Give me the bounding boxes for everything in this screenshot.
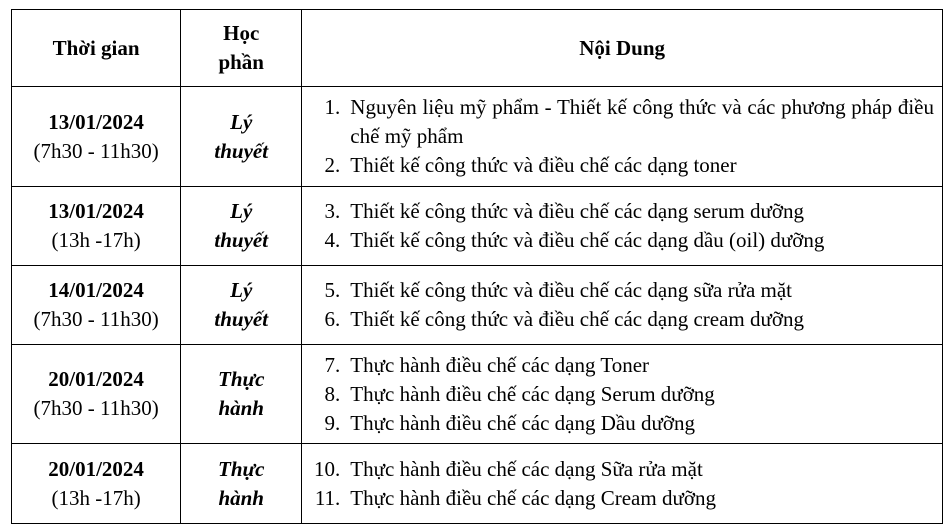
module-cell: [181, 87, 302, 187]
module-cell: [181, 266, 302, 345]
item-number: 7.: [324, 352, 341, 377]
item-text: Thực hành điều chế các dạng Toner: [350, 352, 650, 377]
session-time: (13h -17h): [51, 228, 141, 252]
item-text: Nguyên liệu mỹ phẩm - Thiết kế công thức và các phương pháp điều chế mỹ phẩm: [350, 95, 934, 148]
session-time: (13h -17h): [51, 485, 141, 510]
list-item: [302, 151, 934, 180]
list-item: [302, 305, 934, 334]
list-item: [302, 276, 934, 305]
session-date: 20/01/2024: [48, 456, 144, 481]
table-row: [12, 187, 943, 266]
session-time: (7h30 - 11h30): [33, 307, 159, 331]
table-row: [12, 345, 943, 444]
module-cell: [181, 345, 302, 444]
session-date: 14/01/2024: [48, 278, 144, 302]
content-cell: [302, 444, 943, 524]
item-text: Thực hành điều chế các dạng Serum dưỡng: [350, 381, 715, 406]
list-item: [302, 484, 934, 513]
item-number: 2.: [324, 153, 341, 177]
item-number: 1.: [324, 95, 341, 119]
table-row: [12, 444, 943, 524]
item-text: Thực hành điều chế các dạng Sữa rửa mặt: [350, 456, 703, 481]
list-item: [302, 226, 934, 255]
item-number: 5.: [324, 278, 341, 302]
session-time: (7h30 - 11h30): [33, 138, 159, 163]
module-line1: Thực: [218, 456, 265, 481]
header-module: [181, 10, 302, 87]
item-number: 4.: [324, 228, 341, 252]
item-text: Thiết kế công thức và điều chế các dạng cream dưỡng: [350, 307, 804, 331]
module-line2: hành: [218, 485, 264, 510]
content-cell: [302, 266, 943, 345]
item-number: 6.: [324, 307, 341, 331]
header-module-line1: Học: [223, 21, 260, 45]
module-cell: [181, 187, 302, 266]
item-number: 11.: [314, 485, 341, 510]
module-line1: Lý: [230, 278, 253, 302]
module-line2: hành: [218, 396, 264, 420]
table-row: [12, 87, 943, 187]
item-text: Thiết kế công thức và điều chế các dạng sữa rửa mặt: [350, 278, 793, 302]
item-text: Thiết kế công thức và điều chế các dạng serum dưỡng: [350, 199, 805, 223]
list-item: [302, 455, 934, 484]
content-cell: [302, 345, 943, 444]
list-item: [302, 380, 934, 409]
date-cell: [12, 345, 181, 444]
session-date: 13/01/2024: [48, 109, 144, 134]
module-line2: thuyết: [214, 307, 269, 331]
module-cell: [181, 444, 302, 524]
schedule-table: [11, 9, 943, 524]
module-line1: Lý: [230, 109, 253, 134]
table-row: [12, 266, 943, 345]
list-item: [302, 93, 934, 151]
module-line1: Thực: [218, 367, 265, 391]
item-text: Thiết kế công thức và điều chế các dạng dầu (oil) dưỡng: [350, 228, 825, 252]
date-cell: [12, 444, 181, 524]
item-text: Thiết kế công thức và điều chế các dạng toner: [350, 153, 737, 177]
item-text: Thực hành điều chế các dạng Dầu dưỡng: [350, 410, 695, 435]
session-date: 20/01/2024: [48, 367, 144, 391]
list-item: [302, 197, 934, 226]
content-cell: [302, 187, 943, 266]
item-number: 9.: [324, 410, 341, 435]
item-number: 3.: [324, 199, 341, 223]
session-date: 13/01/2024: [48, 199, 144, 223]
session-time: (7h30 - 11h30): [33, 396, 159, 420]
module-line2: thuyết: [214, 138, 269, 163]
header-time: Thời gian: [12, 10, 181, 87]
header-content: Nội Dung: [302, 10, 943, 87]
header-row: [12, 10, 943, 87]
item-number: 10.: [314, 456, 341, 481]
module-line1: Lý: [230, 199, 253, 223]
content-cell: [302, 87, 943, 187]
item-text: Thực hành điều chế các dạng Cream dưỡng: [350, 485, 716, 510]
date-cell: [12, 266, 181, 345]
date-cell: [12, 187, 181, 266]
list-item: [302, 351, 934, 380]
date-cell: [12, 87, 181, 187]
module-line2: thuyết: [214, 228, 269, 252]
header-module-line2: phần: [218, 50, 264, 74]
item-number: 8.: [324, 381, 341, 406]
list-item: [302, 409, 934, 438]
